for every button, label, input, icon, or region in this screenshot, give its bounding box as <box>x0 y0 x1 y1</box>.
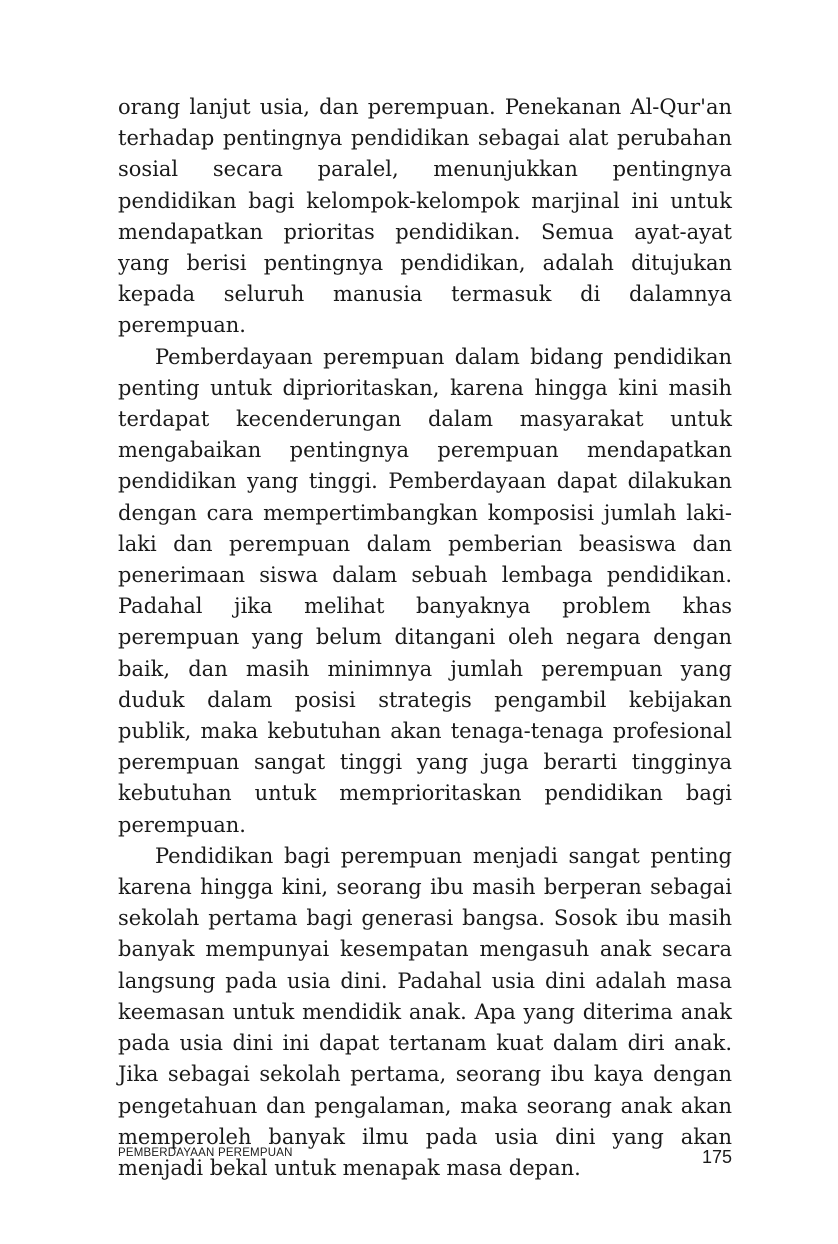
body-text <box>118 92 732 1184</box>
paragraph-continuation: orang lanjut usia, dan perempuan. Penekanan Al-Qur'an terhadap pentingnya pendidikan sebagai alat perubahan sosial secara paralel, menunjukkan pentingnya pendidikan bagi kelompok-kelompok marjinal ini untuk mendapatkan prioritas pendidikan. Semua ayat-ayat yang berisi pentingnya pendidikan, adalah ditujukan kepada seluruh manusia termasuk di dalamnya perempuan. <box>118 95 732 338</box>
paragraph-pendidikan-ibu: Pendidikan bagi perempuan menjadi sangat penting karena hingga kini, seorang ibu masih berperan sebagai sekolah pertama bagi generasi bangsa. Sosok ibu masih banyak mempunyai kesempatan mengasuh anak secara langsung pada usia dini. Padahal usia dini adalah masa keemasan untuk mendidik anak. Apa yang diterima anak pada usia dini ini dapat tertanam kuat dalam diri anak. Jika sebagai sekolah pertama, seorang ibu kaya dengan pengetahuan dan pengalaman, maka seorang anak akan memperoleh banyak ilmu pada usia dini yang akan menjadi bekal untuk menapak masa depan. <box>118 843 732 1180</box>
page-number: 175 <box>701 1147 732 1167</box>
paragraph-pemberdayaan: Pemberdayaan perempuan dalam bidang pendidikan penting untuk diprioritaskan, karena hingga kini masih terdapat kecenderungan dalam masyarakat untuk mengabaikan pentingnya perempuan mendapatkan pendidikan yang tinggi. Pemberdayaan dapat dilakukan dengan cara mempertimbangkan komposisi jumlah laki-laki dan perempuan dalam pemberian beasiswa dan penerimaan siswa dalam sebuah lembaga pendidikan. Padahal jika melihat banyaknya problem khas perempuan yang belum ditangani oleh negara dengan baik, dan masih minimnya jumlah perempuan yang duduk dalam posisi strategis pengambil kebijakan publik, maka kebutuhan akan tenaga-tenaga profesional perempuan sangat tinggi yang juga berarti tingginya kebutuhan untuk memprioritaskan pendidikan bagi perempuan. <box>118 344 732 837</box>
running-footer-title: PEMBERDAYAAN PEREMPUAN <box>118 1147 293 1159</box>
